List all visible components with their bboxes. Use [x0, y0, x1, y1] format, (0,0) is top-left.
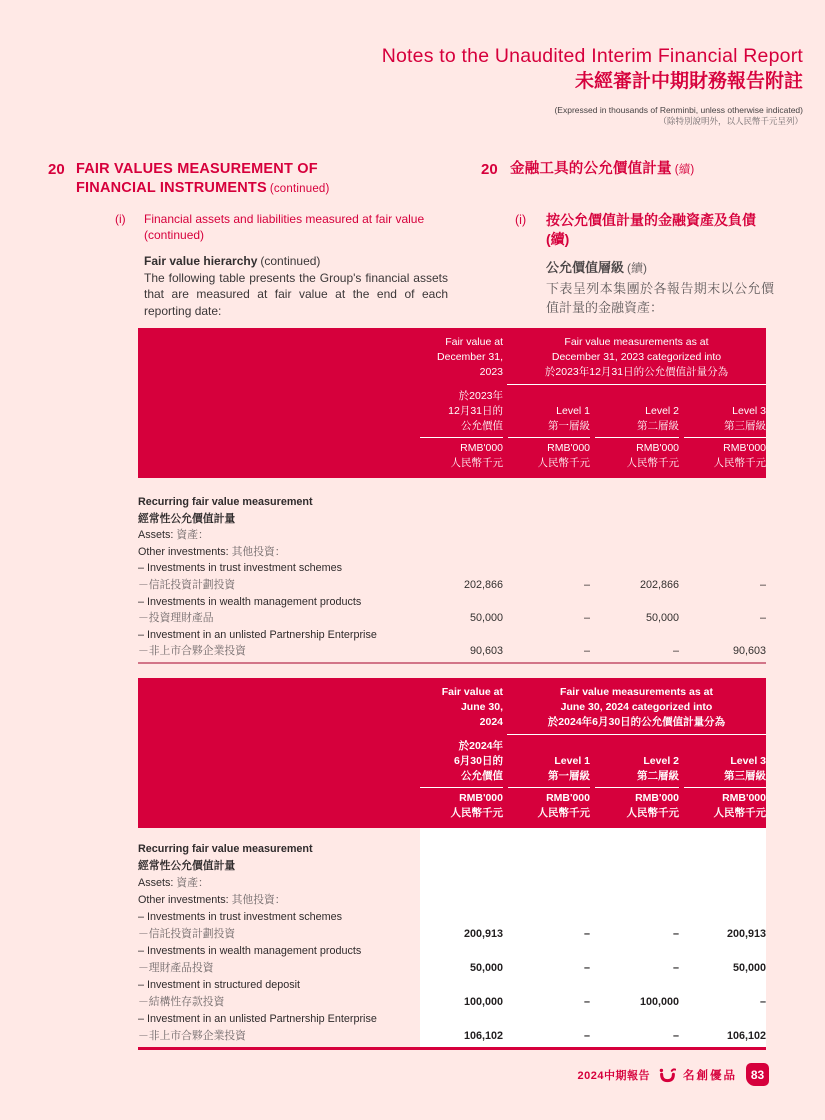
table-row: －非上市合夥企業投資 90,603 – – 90,603: [138, 645, 766, 658]
miniso-smile-wink-logo-icon: [659, 1068, 676, 1083]
table-row: Assets: 資產：: [138, 877, 209, 889]
table-header: [138, 328, 766, 478]
header-spacer: [138, 441, 420, 471]
report-name: 2024中期報告: [577, 1069, 650, 1082]
section-20-english: [48, 160, 448, 319]
unit-cell: RMB'000 人民幣千元: [626, 442, 679, 469]
unit-cell: RMB'000 人民幣千元: [450, 442, 503, 469]
table-row: – Investments in trust investment schemes: [138, 911, 343, 923]
header-spacer: [138, 335, 420, 385]
table-row: – Investments in wealth management products: [138, 945, 362, 957]
fair-value-column-header-zh: 於2024年 6月30日的 公允價值: [420, 739, 503, 788]
table-row: －信託投資計劃投資 202,866 – 202,866 –: [138, 578, 766, 591]
table-row: – Investments in trust investment schemes: [138, 562, 343, 575]
unit-cell: RMB'000 人民幣千元: [450, 792, 503, 819]
level-2-column-header: Level 2 第二層級: [595, 404, 679, 438]
table-row: Other investments: 其他投資：: [138, 545, 286, 558]
level-1-column-header: Level 1 第一層級: [508, 404, 590, 438]
table-row: －非上市合夥企業投資 106,102 – – 106,102: [138, 1030, 766, 1042]
currency-note-zh: （除特別說明外，以人民幣千元呈列）: [658, 116, 803, 126]
table-body: [138, 494, 766, 664]
header-spacer: [138, 791, 420, 821]
level-3-column-header: Level 3 第三層級: [684, 404, 766, 438]
currency-note-en: (Expressed in thousands of Renminbi, unless otherwise indicated): [554, 105, 803, 115]
level-1-column-header: Level 1 第一層級: [508, 754, 590, 788]
continued-note: (續): [627, 261, 648, 275]
table-row: 經常性公允價值計量: [138, 512, 236, 525]
table-row: Assets: 資產：: [138, 529, 209, 542]
item-label: (i): [515, 213, 527, 227]
table-row: －信託投資計劃投資 200,913 – – 200,913: [138, 928, 766, 940]
item-i-en: [115, 211, 448, 319]
table-row: Recurring fair value measurement: [138, 496, 313, 508]
section-heading-en: FAIR VALUES MEASUREMENT OF FINANCIAL INSTRUMENTS (continued): [76, 161, 330, 196]
level-3-column-header: Level 3 第三層級: [684, 754, 766, 788]
page-title-zh: 未經審計中期財務報告附註: [574, 71, 803, 92]
table-header: [138, 678, 766, 828]
intro-paragraph-zh: 下表呈列本集團於各報告期末以公允價值計量的金融資產：: [546, 280, 774, 315]
continued-note: (continued): [260, 254, 321, 268]
sub-heading-zh: 公允價值層級 (續): [546, 260, 648, 275]
measurements-group-header: Fair value measurements as at December 31, 2023 categorized into 於2023年12月31日的公允價值計量分為: [507, 335, 766, 385]
level-2-column-header: Level 2 第二層級: [595, 754, 679, 788]
table-row: －理財產品投資 50,000 – – 50,000: [138, 962, 766, 974]
unit-cell: RMB'000 人民幣千元: [713, 442, 766, 469]
item-heading-zh: 按公允價值計量的金融資產及負債 (續): [546, 212, 756, 247]
item-i-zh: [515, 211, 777, 318]
table-row: – Investment in an unlisted Partnership Enterprise: [138, 628, 377, 641]
table-row: – Investments in wealth management products: [138, 595, 362, 608]
section-number: 20: [48, 161, 65, 178]
fair-value-table-2024: [138, 678, 766, 1050]
table-row: – Investment in an unlisted Partnership Enterprise: [138, 1013, 377, 1025]
header-spacer: [138, 685, 420, 735]
fair-value-table-2023: [138, 328, 766, 664]
item-heading-en: Financial assets and liabilities measured at fair value (continued): [144, 212, 425, 242]
page-footer: [578, 1063, 769, 1086]
sub-heading-en: Fair value hierarchy (continued): [144, 254, 321, 268]
table-row: Recurring fair value measurement: [138, 843, 313, 855]
fair-value-column-header-zh: 於2023年 12月31日的 公允價值: [420, 389, 503, 438]
table-row: 經常性公允價值計量: [138, 860, 236, 872]
table-body: [138, 828, 766, 1050]
page-title-en: Notes to the Unaudited Interim Financial Report: [381, 45, 803, 67]
table-row: －投資理財產品 50,000 – 50,000 –: [138, 612, 766, 625]
unit-cell: RMB'000 人民幣千元: [713, 792, 766, 819]
item-label: (i): [115, 212, 126, 226]
fair-value-column-header: Fair value at December 31, 2023: [437, 336, 503, 378]
continued-note: (續): [674, 164, 695, 176]
table-row: – Investment in structured deposit: [138, 979, 301, 991]
fair-value-column-header: Fair value at June 30, 2024: [441, 686, 503, 728]
table-row: Other investments: 其他投資：: [138, 894, 286, 906]
page-number-badge: 83: [746, 1063, 769, 1086]
document-header: [382, 44, 803, 127]
section-number: 20: [481, 161, 498, 178]
section-heading-zh: 金融工具的公允價值計量 (續): [510, 161, 695, 177]
unit-cell: RMB'000 人民幣千元: [626, 792, 679, 819]
continued-note: (continued): [269, 183, 330, 195]
measurements-group-header: Fair value measurements as at June 30, 2024 categorized into 於2024年6月30日的公允價值計量分為: [507, 685, 766, 735]
unit-cell: RMB'000 人民幣千元: [537, 792, 590, 819]
intro-paragraph-en: The following table presents the Group's financial assets that are measured at fair value at the end of each reporting date:: [144, 270, 448, 318]
table-row: －結構性存款投資 100,000 – 100,000 –: [138, 996, 766, 1008]
brand-name: 名創優品: [683, 1069, 737, 1082]
unit-cell: RMB'000 人民幣千元: [537, 442, 590, 469]
section-20-chinese: [481, 160, 777, 318]
